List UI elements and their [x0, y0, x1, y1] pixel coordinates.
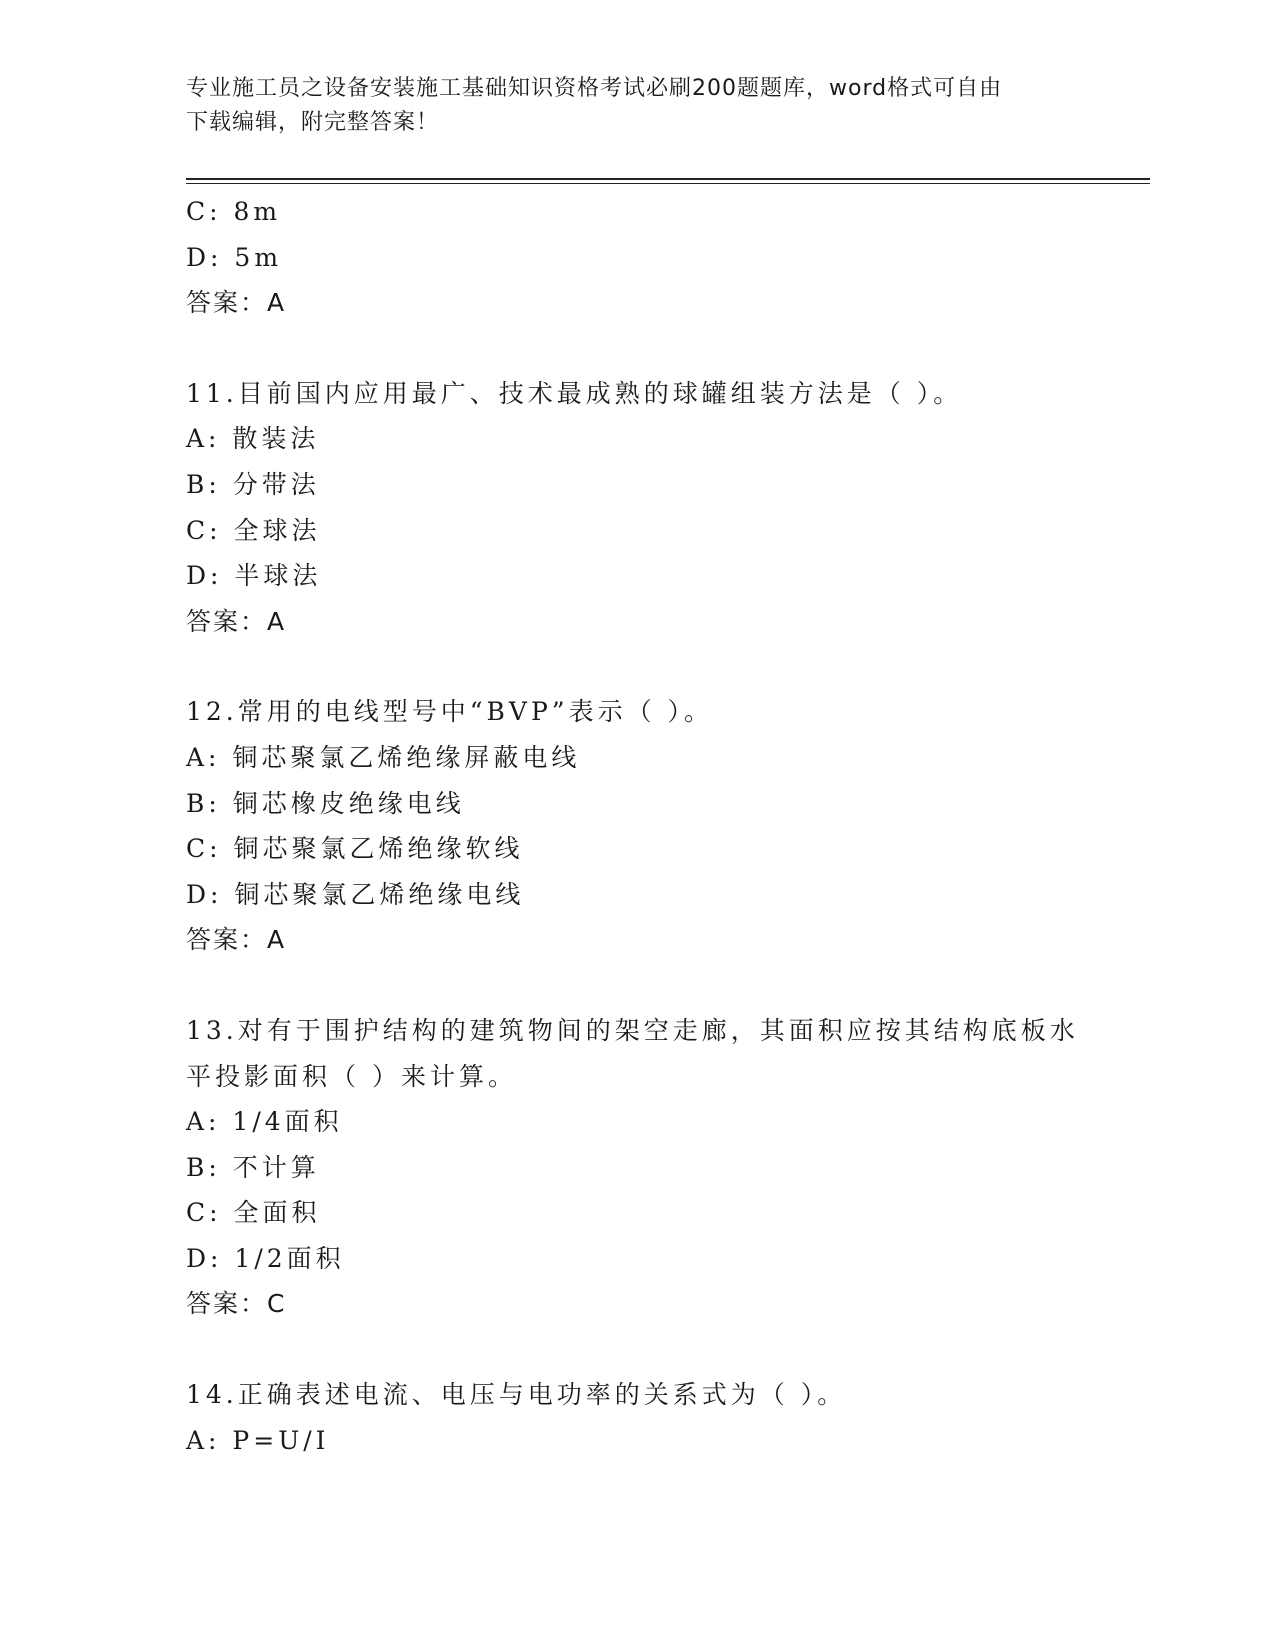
- spacer: [186, 644, 1146, 689]
- question-text: 14.正确表述电流、电压与电功率的关系式为（ ）。: [186, 1380, 847, 1410]
- option-a: A: 散装法: [186, 424, 320, 454]
- question-10-tail: [186, 189, 1146, 326]
- question-text-line-1: 13.对有于围护结构的建筑物间的架空走廊，其面积应按其结构底板水: [186, 1015, 1079, 1045]
- option-c: C: 8m: [186, 197, 282, 226]
- option-a: A: 铜芯聚氯乙烯绝缘屏蔽电线: [186, 742, 581, 772]
- answer: 答案：C: [186, 1289, 287, 1319]
- answer: 答案：A: [186, 288, 287, 318]
- header-divider-thick: [186, 178, 1150, 180]
- question-text-line-2: 平投影面积（ ）来计算。: [186, 1061, 517, 1091]
- option-a: A: P=U/I: [186, 1425, 330, 1455]
- option-b: B: 不计算: [186, 1152, 320, 1182]
- answer: 答案：A: [186, 925, 287, 955]
- question-14: [186, 1372, 1146, 1463]
- option-d: D: 5m: [186, 242, 283, 272]
- option-b: B: 铜芯橡皮绝缘电线: [186, 788, 465, 818]
- question-text: 12.常用的电线型号中“BVP”表示（ ）。: [186, 697, 714, 727]
- header-divider-thin: [186, 183, 1150, 184]
- option-c: C: 全面积: [186, 1198, 321, 1228]
- option-c: C: 全球法: [186, 515, 321, 545]
- question-text: 11.目前国内应用最广、技术最成熟的球罐组装方法是（ ）。: [186, 378, 963, 408]
- option-d: D: 1/2面积: [186, 1243, 345, 1273]
- spacer: [186, 1327, 1146, 1372]
- answer: 答案：A: [186, 606, 287, 636]
- header-title-line-1: 专业施工员之设备安装施工基础知识资格考试必刷200题题库，word格式可自由: [186, 76, 1003, 101]
- question-13: [186, 1008, 1146, 1327]
- option-a: A: 1/4面积: [186, 1107, 343, 1137]
- spacer: [186, 326, 1146, 371]
- header-title-line-2: 下载编辑，附完整答案！: [186, 110, 440, 135]
- option-d: D: 铜芯聚氯乙烯绝缘电线: [186, 879, 525, 909]
- spacer: [186, 963, 1146, 1008]
- option-b: B: 分带法: [186, 469, 320, 499]
- question-11: [186, 371, 1146, 645]
- question-12: [186, 689, 1146, 963]
- document-header: [186, 72, 1086, 140]
- option-d: D: 半球法: [186, 561, 322, 591]
- option-c: C: 铜芯聚氯乙烯绝缘软线: [186, 834, 524, 864]
- question-list: [186, 189, 1146, 1463]
